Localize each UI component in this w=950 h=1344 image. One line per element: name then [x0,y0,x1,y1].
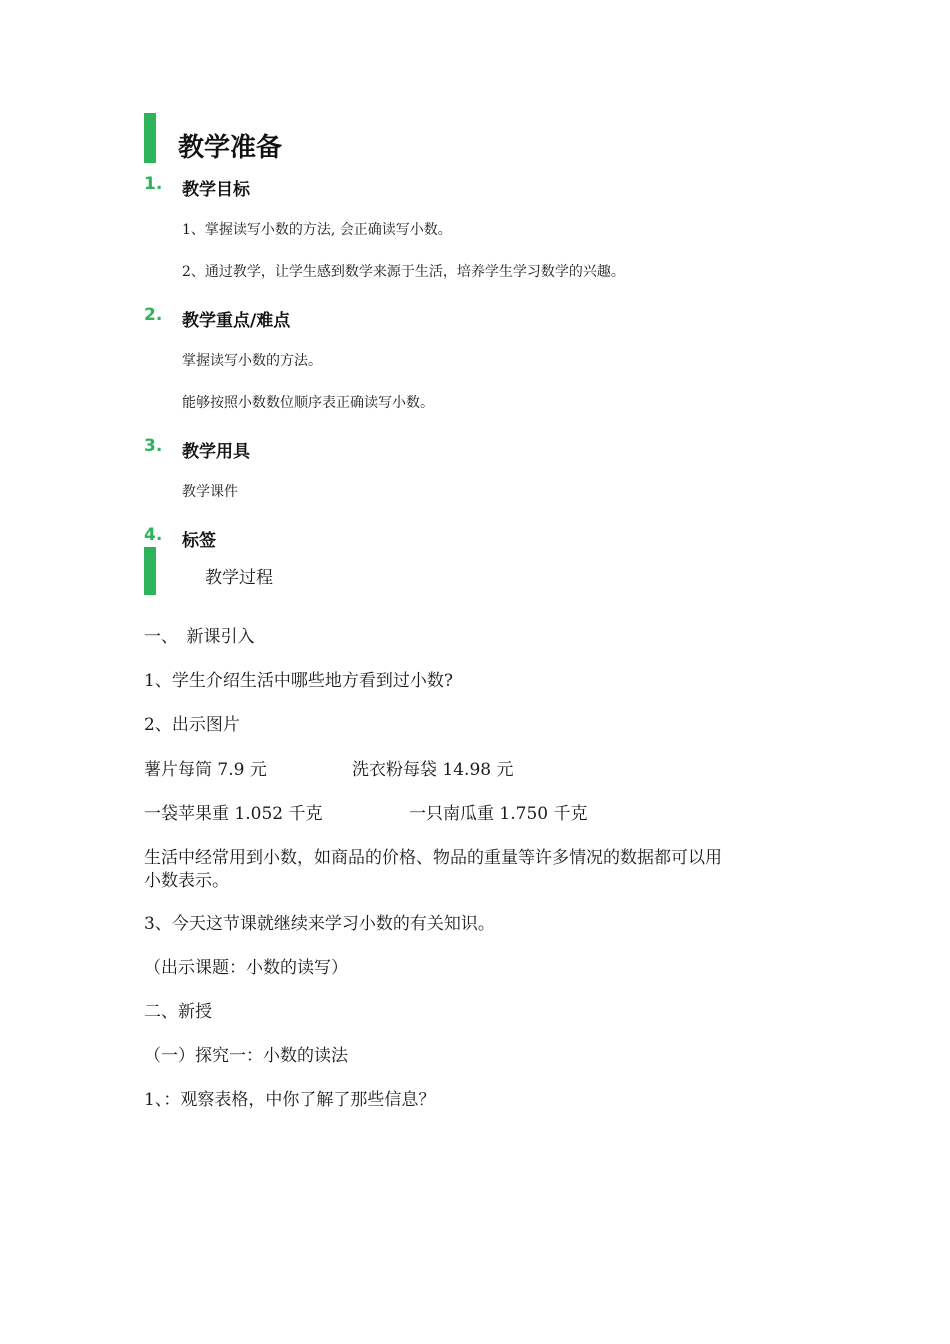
keypoint-line: 能够按照小数数位顺序表正确读写小数。 [182,395,434,411]
process-line: 3、今天这节课就继续来学习小数的有关知识。 [144,914,495,934]
process-line: 小数表示。 [144,871,229,891]
goal-line: 1、掌握读写小数的方法, 会正确读写小数。 [182,222,452,238]
process-title: 教学过程 [205,568,273,588]
process-line: 1、：观察表格，中你了解了那些信息？ [144,1090,436,1110]
process-line: 一袋苹果重 1.052 千克 [144,804,323,824]
section-accent-bar [144,113,156,163]
section-accent-bar [144,547,156,595]
process-line: 2、出示图片 [144,715,240,735]
process-line: 洗衣粉每袋 14.98 元 [352,760,514,780]
process-line: 生活中经常用到小数，如商品的价格、物品的重量等许多情况的数据都可以用 [144,848,722,868]
process-line: （一）探究一：小数的读法 [144,1046,348,1066]
process-line: 一只南瓜重 1.750 千克 [409,804,588,824]
tools-text: 教学课件 [182,484,238,500]
process-line: 二、新授 [144,1002,212,1022]
section-heading: 教学用具 [182,442,250,462]
section-heading: 标签 [182,531,216,551]
section-number: 4. [144,525,163,545]
goal-line: 2、通过教学，让学生感到数学来源于生活，培养学生学习数学的兴趣。 [182,264,625,280]
process-line: 一、 新课引入 [144,627,255,647]
section-number: 3. [144,436,163,456]
process-line: （出示课题：小数的读写） [144,958,348,978]
page-title: 教学准备 [178,133,283,163]
section-heading: 教学重点/难点 [182,311,291,331]
section-heading: 教学目标 [182,180,250,200]
section-number: 1. [144,174,163,194]
section-number: 2. [144,305,163,325]
process-line: 1、学生介绍生活中哪些地方看到过小数? [144,671,453,691]
process-line: 薯片每筒 7.9 元 [144,760,267,780]
keypoint-line: 掌握读写小数的方法。 [182,353,322,369]
